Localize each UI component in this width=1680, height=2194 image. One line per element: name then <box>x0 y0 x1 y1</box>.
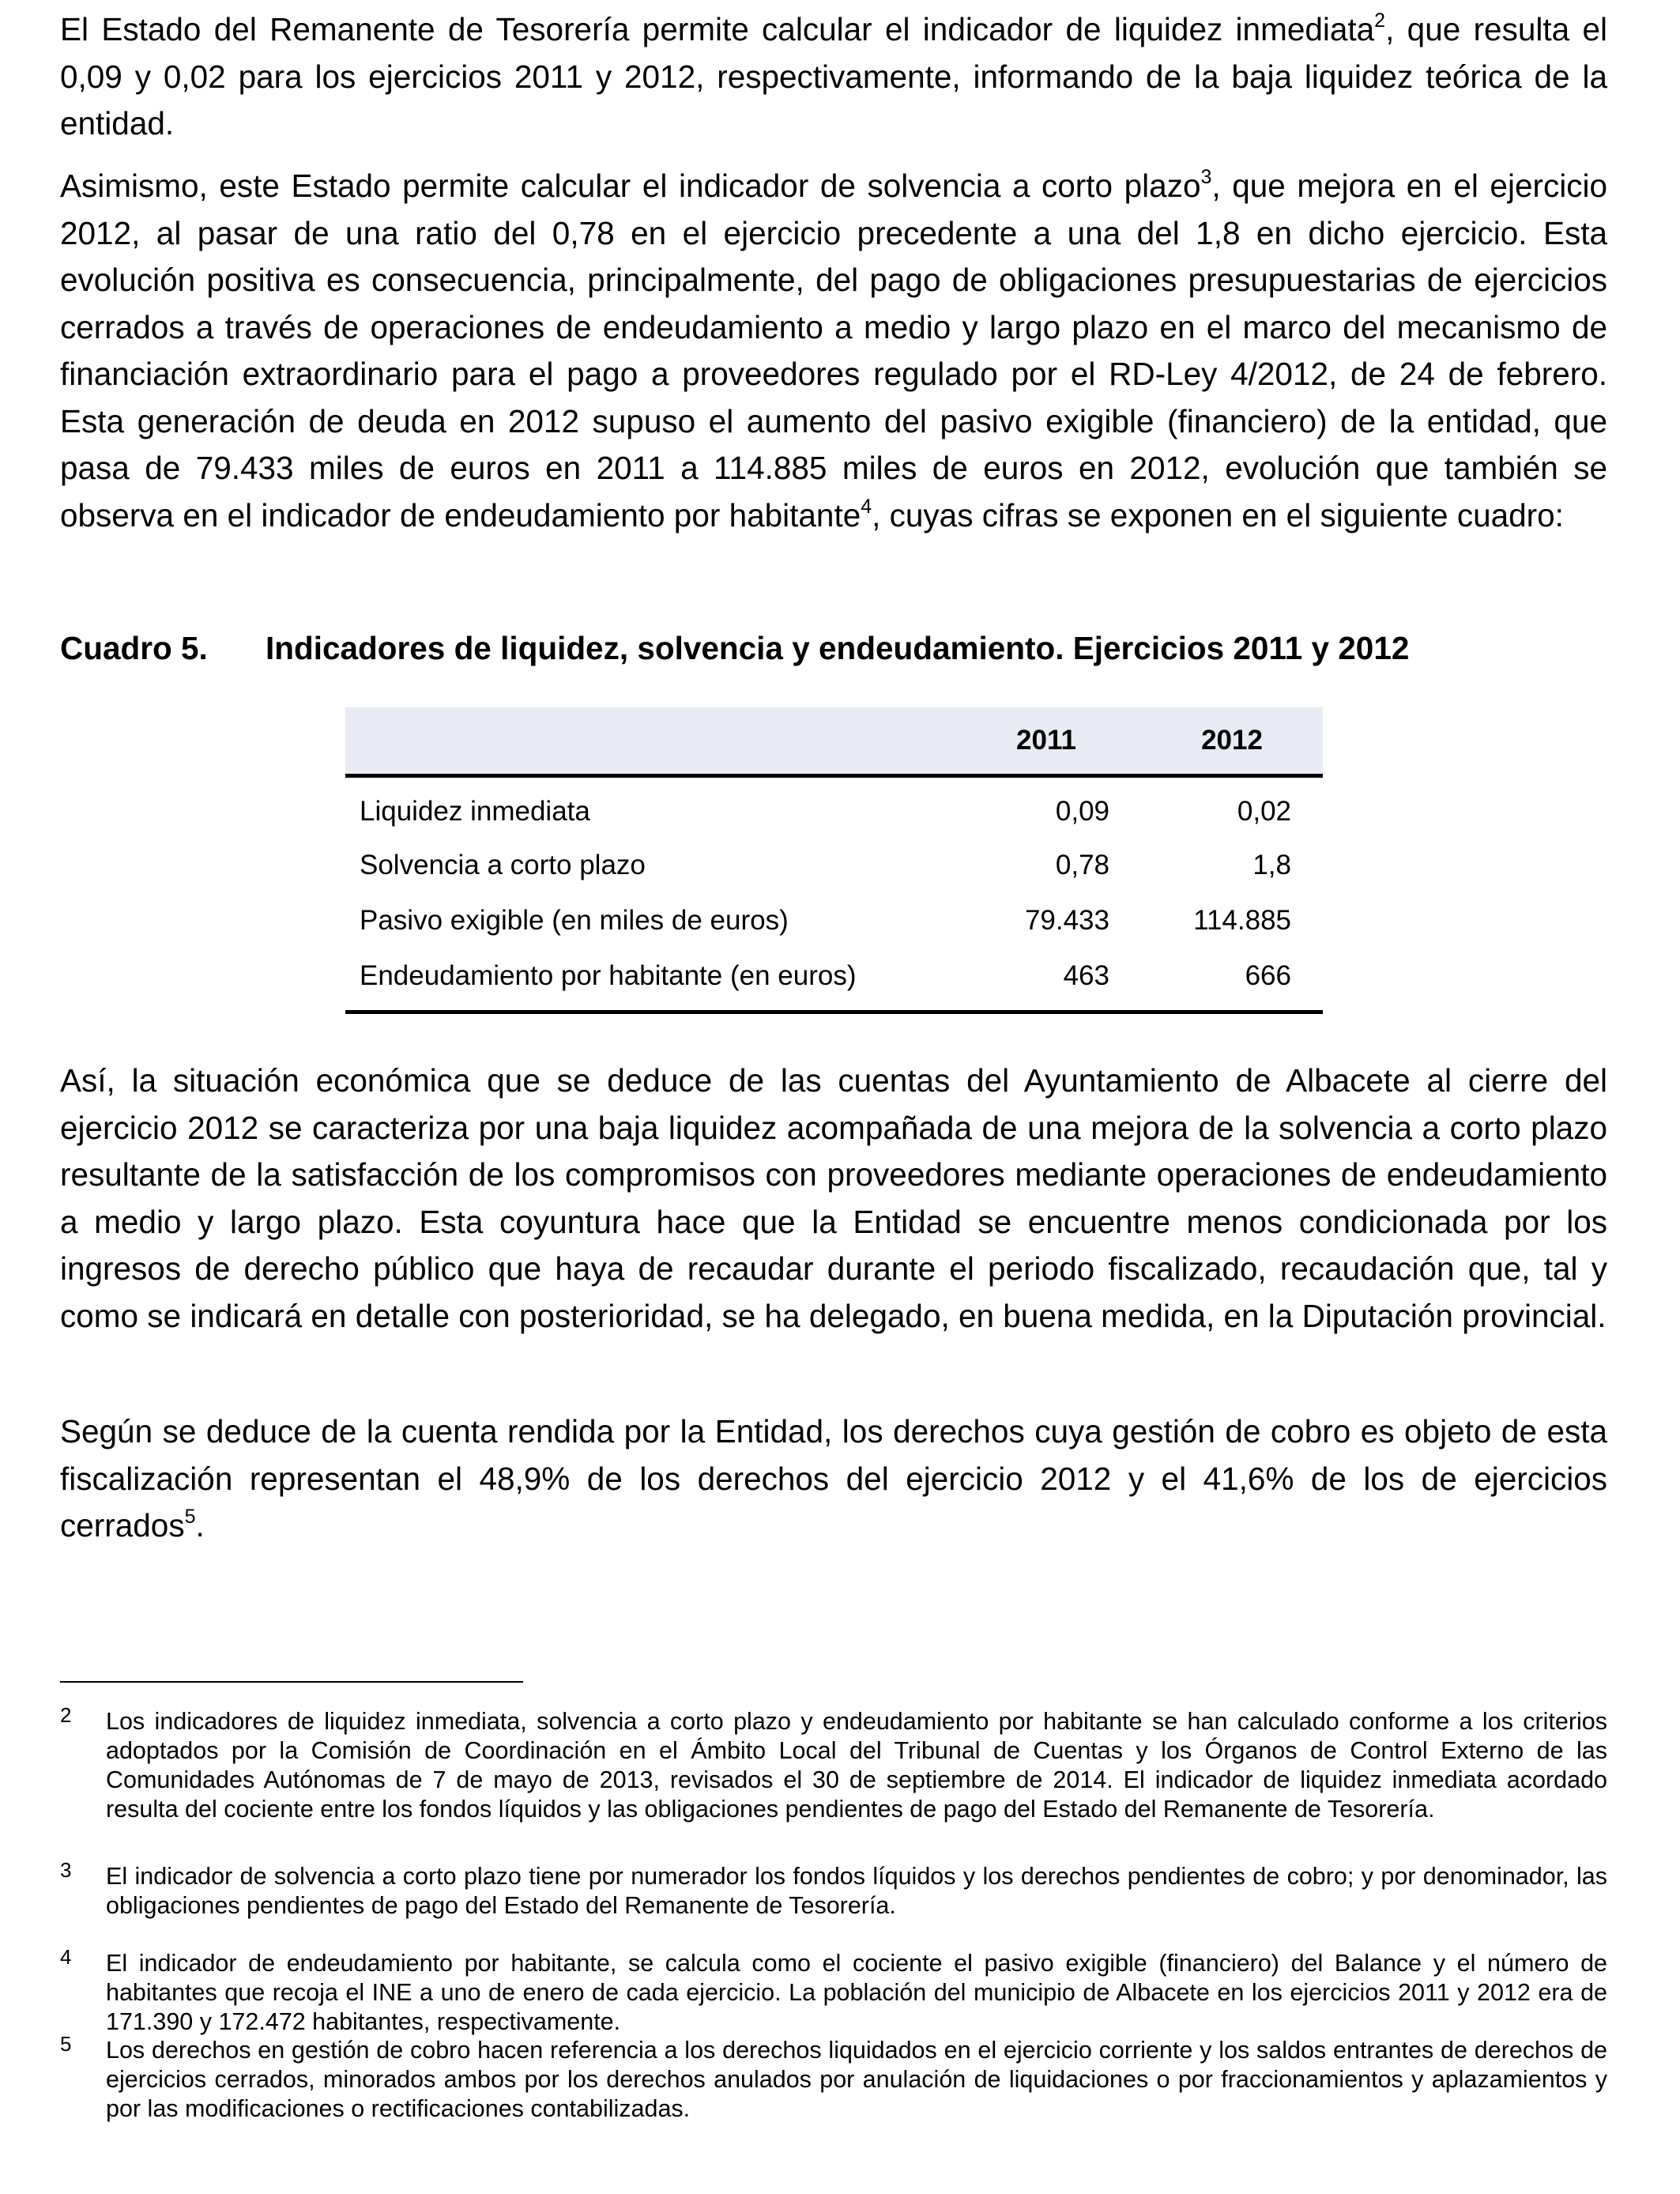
paragraph-derechos: Según se deduce de la cuenta rendida por la Entidad, los derechos cuya gestión de cobro es objeto de esta fiscalización representan el 48,9% de los derechos del ejercicio 2012 y el 41,6% de los de ejercicios cerrados$^5$. <box>60 1413 1607 1544</box>
footnote-number: 5 <box>60 2032 72 2056</box>
footnote-number: 4 <box>60 1945 72 1969</box>
value-2012: 0,02 <box>1237 796 1291 827</box>
value-2011: 0,09 <box>1055 796 1109 827</box>
row-label: Pasivo exigible (en miles de euros) <box>360 905 789 936</box>
caption-number: Cuadro 5. <box>60 630 208 666</box>
footnote-3 <box>60 1858 1607 1921</box>
row-label: Liquidez inmediata <box>360 796 590 827</box>
value-2012: 1,8 <box>1252 850 1291 880</box>
footnote-ref-5[interactable]: 5 <box>184 1506 196 1528</box>
table-header-row <box>345 707 1323 776</box>
indicators-table <box>345 707 1323 1014</box>
footnote-4 <box>60 1945 1607 2037</box>
footnote-ref-4[interactable]: 4 <box>861 495 872 518</box>
footnote-text: El indicador de solvencia a corto plazo tiene por numerador los fondos líquidos y los derechos pendientes de cobro; y por denominador, las obligaciones pendientes de pago del Estado del Remanente de Tesorería. <box>106 1863 1607 1919</box>
footnote-5 <box>60 2032 1607 2124</box>
paragraph-solvencia: Asimismo, este Estado permite calcular el indicador de solvencia a corto plazo$^3$, que mejora en el ejercicio 2012, al pasar de una ratio del 0,78 en el ejercicio precedente a una del 1,8 en dicho ejercicio. Esta evolución positiva es consecuencia, principalmente, del pago de obligaciones presupuestarias de ejercicios cerrados a través de operaciones de endeudamiento a medio y largo plazo en el marco del mecanismo de financiación extraordinario para el pago a proveedores regulado por el RD-Ley 4/2012, de 24 de febrero. Esta generación de deuda en 2012 supuso el aumento del pasivo exigible (financiero) de la entidad, que pasa de 79.433 miles de euros en 2011 a 114.885 miles de euros en 2012, evolución que también se observa en el indicador de endeudamiento por habitante$^4$, cuyas cifras se exponen en el siguiente cuadro: <box>60 166 1607 533</box>
value-2011: 79.433 <box>1024 905 1109 936</box>
value-2012: 114.885 <box>1193 905 1291 936</box>
footnote-ref-3[interactable]: 3 <box>1200 166 1212 188</box>
value-2011: 463 <box>951 948 1141 1012</box>
table-row <box>345 838 1323 893</box>
footnote-number: 2 <box>60 1703 72 1727</box>
table-row <box>345 893 1323 948</box>
table-row <box>345 776 1323 839</box>
row-label: Solvencia a corto plazo <box>360 850 646 880</box>
paragraph-situacion-economica: Así, la situación económica que se deduce de las cuentas del Ayuntamiento de Albacete al cierre del ejercicio 2012 se caracteriza por una baja liquidez acompañada de una mejora de la solvencia a corto plazo resultante de la satisfacción de los compromisos con proveedores mediante operaciones de endeudamiento a medio y largo plazo. Esta coyuntura hace que la Entidad se encuentre menos condicionada por los ingresos de derecho público que haya de recaudar durante el periodo fiscalizado, recaudación que, tal y como se indicará en detalle con posterioridad, se ha delegado, en buena medida, en la Diputación provincial. <box>60 1062 1607 1334</box>
value-2012: 666 <box>1141 948 1323 1012</box>
footnote-2 <box>60 1703 1607 1824</box>
footnote-text: Los indicadores de liquidez inmediata, solvencia a corto plazo y endeudamiento por habitante se han calculado conforme a los criterios adoptados por la Comisión de Coordinación en el Ámbito Local del Tribunal de Cuentas y los Órganos de Control Externo de las Comunidades Autónomas de 7 de mayo de 2013, revisados el 30 de septiembre de 2014. El indicador de liquidez inmediata acordado resulta del cociente entre los fondos líquidos y las obligaciones pendientes de pago del Estado del Remanente de Tesorería. <box>106 1708 1607 1823</box>
footnote-ref-2[interactable]: 2 <box>1374 9 1386 32</box>
table-caption <box>60 624 1409 672</box>
row-label: Endeudamiento por habitante (en euros) <box>345 948 951 1012</box>
footnote-text: El indicador de endeudamiento por habitante, se calcula como el cociente el pasivo exigible (financiero) del Balance y el número de habitantes que recoja el INE a uno de enero de cada ejercicio. La población del municipio de Albacete en los ejercicios 2011 y 2012 era de 171.390 y 172.472 habitantes, respectivamente. <box>106 1950 1607 2035</box>
header-year-2011: 2011 <box>951 707 1141 776</box>
caption-title: Indicadores de liquidez, solvencia y endeudamiento. Ejercicios 2011 y 2012 <box>266 630 1410 666</box>
paragraph-liquidez: El Estado del Remanente de Tesorería permite calcular el indicador de liquidez inmediata$^2$, que resulta el 0,09 y 0,02 para los ejercicios 2011 y 2012, respectivamente, informando de la baja liquidez teórica de la entidad. <box>60 9 1607 141</box>
footnote-text: Los derechos en gestión de cobro hacen referencia a los derechos liquidados en el ejercicio corriente y los saldos entrantes de derechos de ejercicios cerrados, minorados ambos por los derechos anulados por anulación de liquidaciones o por fraccionamientos y aplazamientos y por las modificaciones o rectificaciones contabilizadas. <box>106 2037 1607 2122</box>
header-year-2012: 2012 <box>1141 707 1323 776</box>
table-row <box>345 948 1323 1012</box>
footnote-number: 3 <box>60 1858 72 1882</box>
indicators-table-container <box>345 707 1323 1014</box>
value-2011: 0,78 <box>1055 850 1109 880</box>
header-label-cell <box>345 707 951 776</box>
footnote-separator <box>60 1681 523 1683</box>
